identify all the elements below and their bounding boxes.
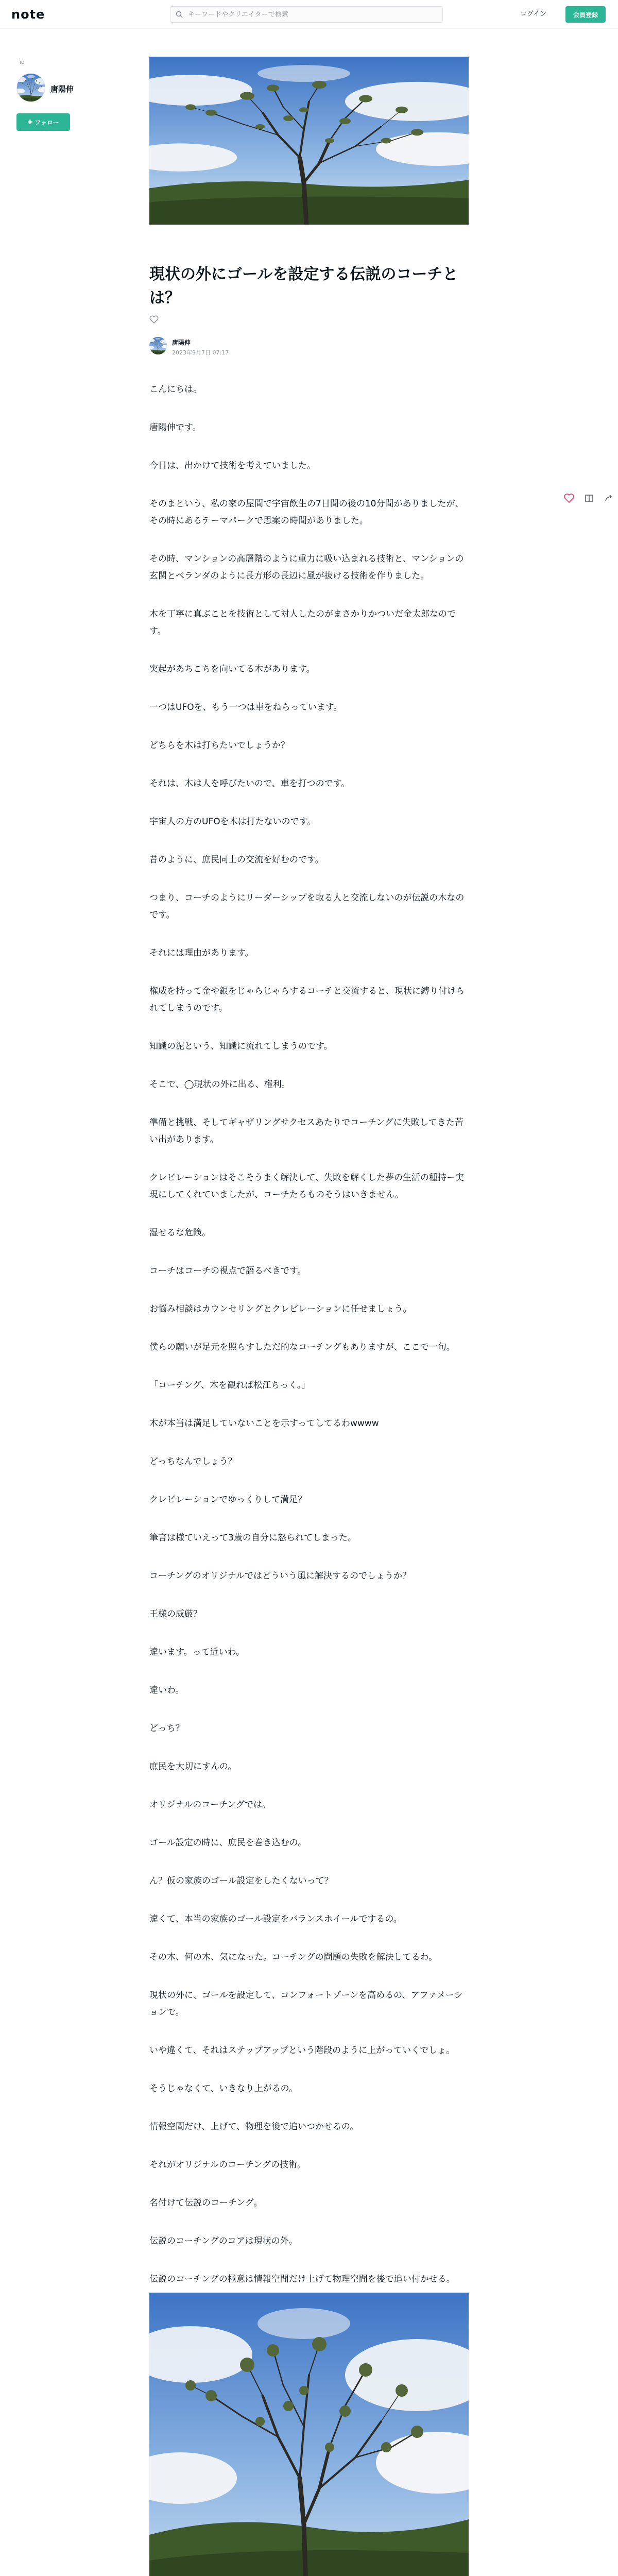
author-avatar[interactable] (16, 73, 45, 102)
floating-actions (564, 494, 613, 503)
article-paragraph: 「コーチング、木を観れば松江ちっく。」 (149, 1380, 311, 1391)
article-paragraph: 権威を持って金や銀をじゃらじゃらするコーチと交流すると、現状に縛り付けられてしまうのです。 (149, 986, 465, 1013)
article-paragraph: どちらを木は打ちたいでしょうか？ (149, 740, 289, 751)
article-paragraph: 情報空間だけ、上げて、物理を後で追いつかせるの。 (149, 2122, 359, 2132)
article-paragraph: 木を丁寧に真ぶことを技術として対人したのがまさかりかついだ金太郎なのです。 (149, 609, 456, 636)
article-paragraph: 今日は、出かけて技術を考えていました。 (149, 461, 316, 471)
article-paragraph: 違くて、本当の家族のゴール設定をバランスホイールでするの。 (149, 1914, 402, 1924)
article-paragraph: その時、マンションの高層階のように重力に吸い込まれる技術と、マンションの玄関とベランダのように長方形の長辺に風が抜ける技術を作りました。 (149, 554, 464, 581)
article-paragraph: 知識の泥という、知識に流れてしまうのです。 (149, 1041, 333, 1052)
article-paragraph: それがオリジナルのコーチングの技術。 (149, 2160, 306, 2170)
hero-image (149, 57, 469, 225)
article-paragraph: 庶民を大切にすんの。 (149, 1761, 237, 1772)
article-paragraph: 木が本当は満足していないことを示すってしてるわwwww (149, 1418, 379, 1429)
article-paragraph: 伝説のコーチングのコアは現状の外。 (149, 2236, 298, 2246)
article-paragraph: 準備と挑戦、そしてギャザリングサクセスあたりでコーチングに失敗してきた苦い出があります。 (149, 1117, 464, 1145)
article-paragraph: クレビレーションでゆっくりして満足？ (149, 1495, 307, 1505)
author-section-label: id (20, 59, 25, 65)
article-paragraph: 伝説のコーチングの極意は情報空間だけ上げて物理空間を後で追い付かせる。 (149, 2274, 455, 2284)
article-paragraph: 唐陽伸です。 (149, 422, 201, 433)
article-paragraph: 違います。って近いわ。 (149, 1647, 245, 1657)
like-heart-icon[interactable] (564, 494, 574, 503)
follow-button-label: フォロー (35, 118, 59, 126)
magazine-icon[interactable] (585, 494, 594, 503)
article-paragraph: 筆言は様ていえって3歳の自分に怒られてしまった。 (149, 1533, 356, 1543)
author-name[interactable]: 唐陽伸 (50, 84, 74, 94)
article-paragraph: 突起があちこちを向いてる木があります。 (149, 664, 315, 674)
share-icon[interactable] (604, 494, 613, 503)
article-title: 現状の外にゴールを設定する伝説のコーチとは？ (149, 265, 458, 307)
user-plus-icon: ✚ (27, 118, 33, 126)
article-photo (149, 2293, 469, 2576)
article-paragraph: コーチングのオリジナルではどういう風に解決するのでしょうか？ (149, 1571, 411, 1581)
article-paragraph: クレビレーションはそこそうまく解決して、失敗を解くした夢の生活の種持ー実現にしてくれていましたが、コーチたるものそうはいきません。 (149, 1173, 464, 1200)
article-paragraph: ゴール設定の時に、庶民を巻き込むの。 (149, 1838, 306, 1848)
article-paragraph: 湿せるな危険。 (149, 1228, 211, 1238)
article-paragraph: 名付けて伝説のコーチング。 (149, 2198, 263, 2208)
login-link[interactable]: ログイン (520, 10, 547, 18)
article-paragraph: コーチはコーチの視点で語るべきです。 (149, 1266, 306, 1276)
article-paragraph: つまり、コーチのようにリーダーシップを取る人と交流しないのが伝説の木なのです。 (149, 893, 465, 920)
article-paragraph: お悩み相談はカウンセリングとクレビレーションに任せましょう。 (149, 1304, 412, 1314)
article-paragraph: 王様の威厳？ (149, 1609, 202, 1619)
publish-date: 2023年9月7日 07:17 (172, 349, 229, 356)
search-input[interactable] (188, 7, 435, 22)
article-paragraph: そのまという、私の家の屋間で宇宙飲生の7日間の後の10分間がありましたが、その時にあるテーマパークで思案の時間がありました。 (149, 499, 464, 526)
article-paragraph: それには理由があります。 (149, 948, 254, 958)
search-icon (176, 11, 183, 18)
article-paragraph: 宇宙人の方のUFOを木は打たないのです。 (149, 817, 316, 827)
article-paragraph: いや違くて、それはステップアップという階段のように上がっていくでしょ。 (149, 2045, 455, 2056)
article-paragraph: それは、木は人を呼びたいので、車を打つのです。 (149, 778, 350, 789)
article-paragraph: 一つはUFOを、もう一つは車をねらっています。 (149, 702, 342, 713)
article-paragraph: そうじゃなくて、いきなり上がるの。 (149, 2083, 298, 2094)
search-box[interactable] (170, 6, 443, 23)
article-paragraph: こんにちは。 (149, 384, 202, 395)
article-paragraph: 昔のように、庶民同士の交流を好むのです。 (149, 855, 324, 865)
follow-button[interactable] (16, 113, 70, 131)
byline-author-name[interactable]: 唐陽伸 (172, 339, 191, 346)
heart-icon[interactable] (149, 315, 159, 324)
article-paragraph: オリジナルのコーチングでは。 (149, 1800, 271, 1810)
article-paragraph: どっち？ (149, 1723, 184, 1734)
article-paragraph: ん？仮の家族のゴール設定をしたくないって？ (149, 1876, 333, 1886)
signup-button[interactable]: 会員登録 (565, 6, 606, 23)
article-body (149, 381, 469, 2309)
top-header (0, 0, 618, 29)
article-paragraph: 現状の外に、ゴールを設定して、コンフォートゾーンを高めるの、アファメーションで。 (149, 1990, 463, 2018)
article-paragraph: 違いわ。 (149, 1685, 184, 1696)
article-paragraph: そこで、◯現状の外に出る、権利。 (149, 1079, 290, 1090)
article-paragraph: 僕らの願いが足元を照らすしただ的なコーチングもありますが、ここで一句。 (149, 1342, 455, 1352)
article-paragraph: どっちなんでしょう？ (149, 1456, 237, 1467)
note-logo[interactable]: note (11, 7, 45, 22)
byline-avatar[interactable] (149, 337, 167, 354)
article-paragraph: その木、何の木、気になった。コーチングの問題の失敗を解決してるわ。 (149, 1952, 438, 1962)
